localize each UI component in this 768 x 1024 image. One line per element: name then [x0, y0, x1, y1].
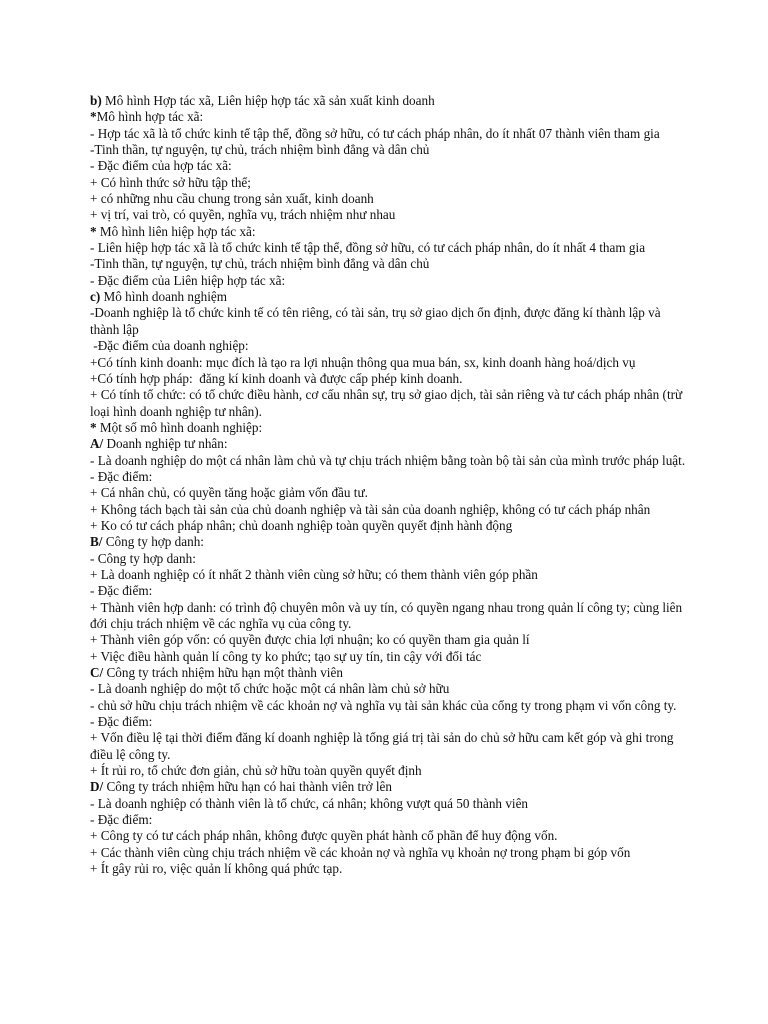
line-text: -Tinh thần, tự nguyện, tự chủ, trách nhiệm bình đẳng và dân chủ	[90, 256, 430, 272]
bold-marker: A/	[90, 436, 104, 452]
text-line	[90, 551, 690, 567]
line-text: + Không tách bạch tài sản của chủ doanh nghiệp và tài sản của doanh nghiệp, không có tư cách pháp nhân	[90, 501, 651, 517]
text-line	[90, 256, 690, 272]
line-text: - Đặc điểm của Liên hiệp hợp tác xã:	[90, 272, 286, 288]
text-line	[90, 224, 690, 240]
text-line	[90, 289, 690, 305]
line-text: + Là doanh nghiệp có ít nhất 2 thành viên cùng sở hữu; có them thành viên góp phần	[90, 566, 538, 582]
line-text: - Hợp tác xã là tổ chức kinh tế tập thể, đồng sở hữu, có tư cách pháp nhân, do ít nhất 07 thành viên tham gia	[90, 125, 660, 141]
line-text: + Ko có tư cách pháp nhân; chủ doanh nghiệp toàn quyền quyết định hành động	[90, 517, 513, 533]
line-text: -Tinh thần, tự nguyện, tự chủ, trách nhiệm bình đẳng và dân chủ	[90, 142, 430, 158]
text-line	[90, 845, 690, 861]
bold-marker: B/	[90, 534, 103, 550]
line-text: - Đặc điểm:	[90, 468, 153, 484]
line-text: + vị trí, vai trò, có quyền, nghĩa vụ, trách nhiệm như nhau	[90, 207, 396, 223]
text-line	[90, 534, 690, 550]
document-body	[90, 93, 690, 878]
text-line	[90, 779, 690, 795]
bold-marker: b)	[90, 93, 102, 108]
text-line	[90, 485, 690, 501]
line-text: + Có tính tổ chức: có tổ chức điều hành, cơ cấu nhân sự, trụ sở giao dịch, tài sản riêng và tư cách pháp nhân (trừ loại hình doanh nghiệp tư nhân).	[90, 387, 686, 419]
line-text: + Thành viên hợp danh: có trình độ chuyên môn và uy tín, có quyền ngang nhau trong quản lí công ty; cùng liên đới chịu trách nhiệm về các nghĩa vụ của công ty.	[90, 599, 686, 631]
line-text: - Là doanh nghiệp có thành viên là tổ chức, cá nhân; không vượt quá 50 thành viên	[90, 795, 529, 811]
line-text: Mô hình hợp tác xã:	[96, 109, 204, 125]
line-text: Mô hình liên hiệp hợp tác xã:	[96, 223, 256, 239]
text-line	[90, 698, 690, 714]
bold-marker: c)	[90, 289, 101, 305]
line-text: - Đặc điểm:	[90, 583, 153, 599]
text-line	[90, 796, 690, 812]
text-line	[90, 665, 690, 681]
text-line	[90, 158, 690, 174]
bold-marker: *	[90, 419, 97, 435]
line-text: - Đặc điểm:	[90, 714, 153, 730]
line-text: Mô hình Hợp tác xã, Liên hiệp hợp tác xã sản xuất kinh doanh	[101, 93, 435, 108]
text-line	[90, 240, 690, 256]
line-text: - Là doanh nghiệp do một tổ chức hoặc một cá nhân làm chủ sở hữu	[90, 681, 450, 697]
text-line	[90, 191, 690, 207]
text-line	[90, 387, 690, 420]
line-text: - Đặc điểm của hợp tác xã:	[90, 158, 232, 174]
bold-marker: D/	[90, 779, 104, 795]
line-text: + Cá nhân chủ, có quyền tăng hoặc giảm vốn đầu tư.	[90, 485, 368, 501]
line-text: + Ít rủi ro, tổ chức đơn giản, chủ sở hữu toàn quyền quyết định	[90, 763, 422, 779]
text-line	[90, 453, 690, 469]
text-line	[90, 649, 690, 665]
text-line	[90, 420, 690, 436]
line-text: Doanh nghiệp tư nhân:	[103, 436, 228, 452]
text-line	[90, 142, 690, 158]
line-text: - Là doanh nghiệp do một cá nhân làm chủ và tự chịu trách nhiệm bằng toàn bộ tài sản của mình trước pháp luật.	[90, 452, 686, 468]
line-text: + Công ty có tư cách pháp nhân, không được quyền phát hành cổ phần để huy động vốn.	[90, 828, 558, 844]
line-text: Mô hình doanh nghiệm	[100, 289, 227, 305]
text-line	[90, 861, 690, 877]
line-text: -Doanh nghiệp là tổ chức kinh tế có tên riêng, có tài sản, trụ sở giao dịch ổn định, được đăng kí thành lập và thành lập	[90, 305, 664, 337]
bold-marker: C/	[90, 665, 104, 681]
text-line	[90, 109, 690, 125]
text-line	[90, 714, 690, 730]
line-text: + Ít gây rủi ro, việc quản lí không quá phức tạp.	[90, 861, 343, 877]
text-line	[90, 436, 690, 452]
text-line	[90, 681, 690, 697]
bold-marker: *	[90, 109, 97, 125]
line-text: + Thành viên góp vốn: có quyền được chia lợi nhuận; ko có quyền tham gia quản lí	[90, 632, 530, 648]
text-line	[90, 355, 690, 371]
line-text: - Công ty hợp danh:	[90, 550, 196, 566]
text-line	[90, 518, 690, 534]
text-line	[90, 175, 690, 191]
line-text: + có những nhu cầu chung trong sản xuất, kinh doanh	[90, 191, 374, 207]
line-text: +Có tính hợp pháp: đăng kí kinh doanh và được cấp phép kinh doanh.	[90, 370, 463, 386]
text-line	[90, 583, 690, 599]
text-line	[90, 207, 690, 223]
text-line	[90, 371, 690, 387]
bold-marker: *	[90, 223, 97, 239]
line-text: + Việc điều hành quản lí công ty ko phức; tạo sự uy tín, tin cậy với đối tác	[90, 648, 482, 664]
text-line	[90, 93, 690, 109]
line-text: - chủ sở hữu chịu trách nhiệm về các khoản nợ và nghĩa vụ tài sản khác của cổng ty trong phạm vi vốn công ty.	[90, 697, 677, 713]
line-text: Công ty hợp danh:	[102, 534, 204, 550]
line-text: + Vốn điều lệ tại thời điểm đăng kí doanh nghiệp là tổng giá trị tài sản do chủ sở hữu cam kết góp và ghi trong điều lệ công ty.	[90, 730, 677, 762]
text-line	[90, 812, 690, 828]
text-line	[90, 502, 690, 518]
text-line	[90, 305, 690, 338]
text-line	[90, 567, 690, 583]
text-line	[90, 126, 690, 142]
text-line	[90, 632, 690, 648]
text-line	[90, 338, 690, 354]
text-line	[90, 828, 690, 844]
line-text: + Có hình thức sở hữu tập thể;	[90, 174, 251, 190]
line-text: Công ty trách nhiệm hữu hạn có hai thành viên trở lên	[103, 779, 392, 795]
line-text: - Liên hiệp hợp tác xã là tổ chức kinh tế tập thể, đồng sở hữu, có tư cách pháp nhân, do ít nhất 4 tham gia	[90, 240, 646, 256]
text-line	[90, 273, 690, 289]
line-text: + Các thành viên cùng chịu trách nhiệm về các khoản nợ và nghĩa vụ khoản nợ trong phạm bi góp vốn	[90, 844, 631, 860]
line-text: Công ty trách nhiệm hữu hạn một thành viên	[103, 665, 343, 681]
text-line	[90, 469, 690, 485]
line-text: Một số mô hình doanh nghiệp:	[96, 419, 263, 435]
text-line	[90, 600, 690, 633]
text-line	[90, 763, 690, 779]
line-text: +Có tính kinh doanh: mục đích là tạo ra lợi nhuận thông qua mua bán, sx, kinh doanh hàng hoá/dịch vụ	[90, 354, 636, 370]
line-text: -Đặc điểm của doanh nghiệp:	[90, 338, 249, 354]
text-line	[90, 730, 690, 763]
line-text: - Đặc điểm:	[90, 812, 153, 828]
